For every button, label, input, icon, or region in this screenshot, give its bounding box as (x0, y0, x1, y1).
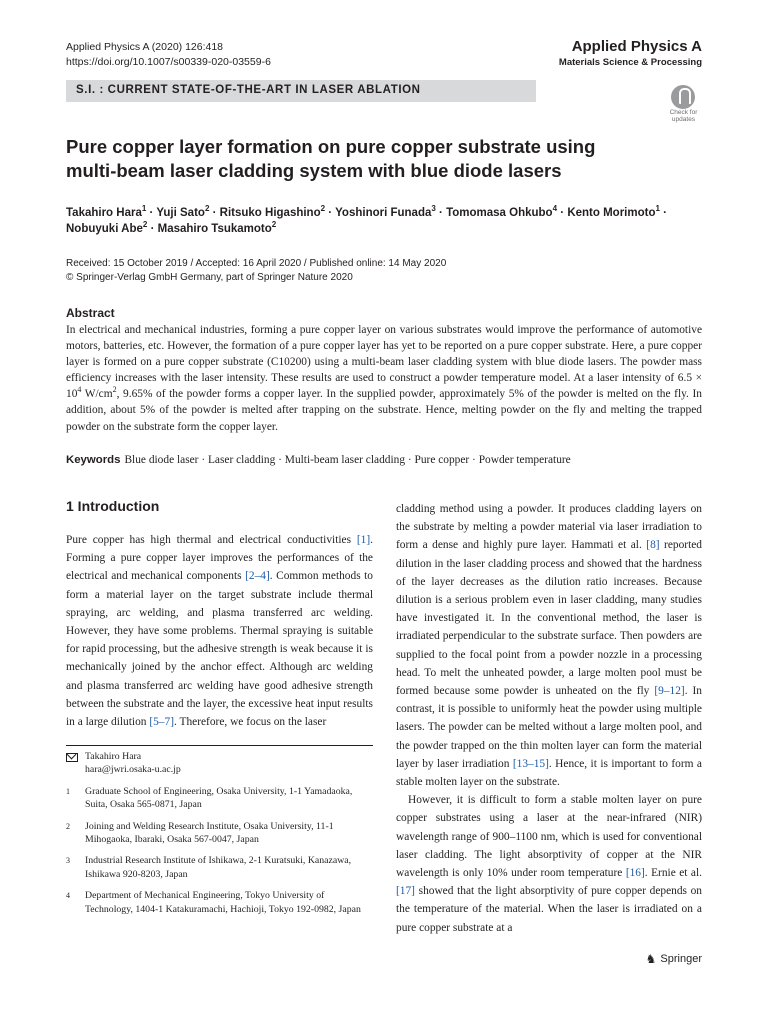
citation-link[interactable]: [17] (396, 885, 415, 898)
doi-link[interactable]: https://doi.org/10.1007/s00339-020-03559-6 (66, 56, 271, 68)
check-for-updates-button[interactable] (665, 83, 702, 125)
citation-link[interactable]: [5–7] (149, 716, 174, 729)
author[interactable]: Yoshinori Funada$^3$ (335, 204, 436, 219)
author[interactable]: Takahiro Hara$^1$ (66, 204, 147, 219)
affiliation: 3 Industrial Research Institute of Ishikawa, 2-1 Kuratsuki, Kanazawa, Ishikawa 920-8203, Japan (66, 855, 352, 880)
section-heading-introduction: 1 Introduction (66, 498, 160, 514)
author[interactable]: Kento Morimoto$^1$ (567, 204, 660, 219)
bookmark-icon (671, 85, 695, 109)
article-title: Pure copper layer formation on pure copper substrate using multi-beam laser cladding system with blue diode lasers (66, 136, 596, 181)
citation-link[interactable]: [13–15] (512, 757, 549, 770)
footnote-divider (66, 745, 373, 746)
abstract-body: In electrical and mechanical industries, forming a pure copper layer on various substrates would improve the performance of automotive motors, batteries, etc. However, the formation of a pure copper layer has yet to be reported on a pure copper substrate. Here, a pure copper layer is formed on a pure copper substrate (C10200) using a multi-beam laser cladding system with blue diode lasers. The powder mass efficiency increases with the laser intensity. These results are used to construct a powder temperature model. At a laser intensity of $6.5 \times 10^4$ $W/cm^2$, 9.65% of the powder forms a copper layer. In the supplied powder, approximately 5% of the powder is melted on the fly. In addition, about 5% of the powder is melted after trapping on the substrate. Hence, melting powder on the fly and melting the trapped powder on the substrate form the copper layer. (66, 324, 702, 433)
journal-meta (66, 40, 271, 70)
corresponding-name: Takahiro Hara (85, 751, 142, 762)
author[interactable]: Ritsuko Higashino$^2$ (219, 204, 326, 219)
springer-horse-icon: ♞ (645, 952, 657, 966)
author-list: Takahiro Hara$^1$ · Yuji Sato$^2$ · Ritsuko Higashino$^2$ · Yoshinori Funada$^3$ · Tomomasa Ohkubo$^4$ · Kento Morimoto$^1$ · Nobuyuki Abe$^2$ · Masahiro Tsukamoto$^2$ (66, 204, 667, 235)
journal-name: Applied Physics A (571, 38, 702, 55)
keywords-label: Keywords (66, 454, 121, 466)
corresponding-email[interactable]: hara@jwri.osaka-u.ac.jp (85, 764, 181, 776)
citation-link[interactable]: [8] (646, 539, 660, 552)
publisher-logo (646, 952, 702, 966)
affiliation: 1 Graduate School of Engineering, Osaka University, 1-1 Yamadaoka, Suita, Osaka 565-0871, Japan (66, 785, 353, 811)
paragraph: cladding method using a powder. It produces cladding layers on the substrate by melting a powder material via laser irradiation to form a dense and highly pure layer. Hammati et al. [8] reported dilution in the laser cladding process and showed that the hardness of the layer decreases as the dilution ratio increases. Because dilution is a serious problem even in laser cladding, many studies have investigated it. In the conventional method, the laser is irradiated perpendicular to the substrate surface. Then powders are supplied to the focal point from a powder nozzle in a processing head. To melt the unheated powder, a large molten pool must be formed because some powder is unheated on the fly [9–12]. In contrast, it is possible to uniformly heat the powder using multiple lasers. The powder can be melted without a large molten pool, and the powder trapped on the thin molten layer can form the material layer by laser irradiation [13–15]. Hence, it is important to form a stable molten layer on the substrate. (396, 503, 703, 789)
journal-branding (559, 38, 702, 69)
intro-right-column (396, 500, 702, 937)
citation-link[interactable]: [1] (356, 534, 371, 546)
footnotes (66, 750, 373, 924)
copyright: © Springer-Verlag GmbH Germany, part of Springer Nature 2020 (66, 272, 353, 283)
publisher-name: Springer (660, 953, 702, 965)
check-updates-label: Check for updates (669, 109, 698, 123)
author[interactable]: Nobuyuki Abe$^2$ (66, 220, 148, 235)
citation-link[interactable]: [2–4] (245, 570, 270, 583)
citation: Applied Physics A (2020) 126:418 (66, 41, 224, 53)
special-issue-banner (66, 80, 536, 102)
keywords-list: Blue diode laser · Laser cladding · Multi-beam laser cladding · Pure copper · Powder temperature (124, 454, 571, 466)
citation-link[interactable]: [16] (625, 867, 645, 880)
publication-dates (66, 257, 446, 285)
intro-left-column: Pure copper has high thermal and electrical conductivities [1]. Forming a pure copper layer improves the performances of the electrical and mechanical components [2–4]. Common methods to form a material layer on the target substrate include thermal spraying, arc welding, and plasma transferred arc welding. However, they have some problems. Thermal spraying is suitable for rapid processing, but the adhesive strength is weak because it is mechanically joined by the anchor effect. Although arc welding and plasma transferred arc welding have good adhesive strength between the substrate and the layer, the excessive heat input results in a large dilution [5–7]. Therefore, we focus on the laser (66, 534, 373, 729)
abstract-heading: Abstract (66, 306, 115, 320)
author[interactable]: Yuji Sato$^2$ (156, 204, 210, 219)
citation-link[interactable]: [9–12] (654, 685, 685, 698)
keywords (66, 454, 702, 466)
history: Received: 15 October 2019 / Accepted: 16 April 2020 / Published online: 14 May 2020 (66, 258, 447, 269)
affiliation: 2 Joining and Welding Research Institute, Osaka University, 11-1 Mihogaoka, Ibaraki, Osaka 567-0047, Japan (66, 820, 334, 846)
envelope-icon (66, 753, 78, 762)
intensity-value: $6.5 \times 10^4$ $W/cm^2$ (66, 372, 702, 401)
special-issue-label: S.I. : CURRENT STATE-OF-THE-ART IN LASER ABLATION (76, 84, 421, 96)
author[interactable]: Tomomasa Ohkubo$^4$ (446, 204, 558, 219)
author[interactable]: Masahiro Tsukamoto$^2$ (157, 220, 277, 235)
affiliation: 4 Department of Mechanical Engineering, Tokyo University of Technology, 1404-1 Katakuramachi, Hachioji, Tokyo 192-0982, Japan (66, 890, 361, 915)
paragraph: However, it is difficult to form a stable molten layer on pure copper substrates using a laser at the near-infrared (NIR) wavelength range of 900–1100 nm, which is used for conventional laser cladding. The light absorptivity of copper at the NIR wavelength is only 10% under room temperature [16]. Ernie et al. [17] showed that the light absorptivity of pure copper depends on the temperature of the material. When the laser is irradiated on a pure copper substrate at a (396, 794, 702, 934)
corresponding-author (66, 750, 373, 777)
journal-subtitle: Materials Science & Processing (558, 57, 702, 68)
